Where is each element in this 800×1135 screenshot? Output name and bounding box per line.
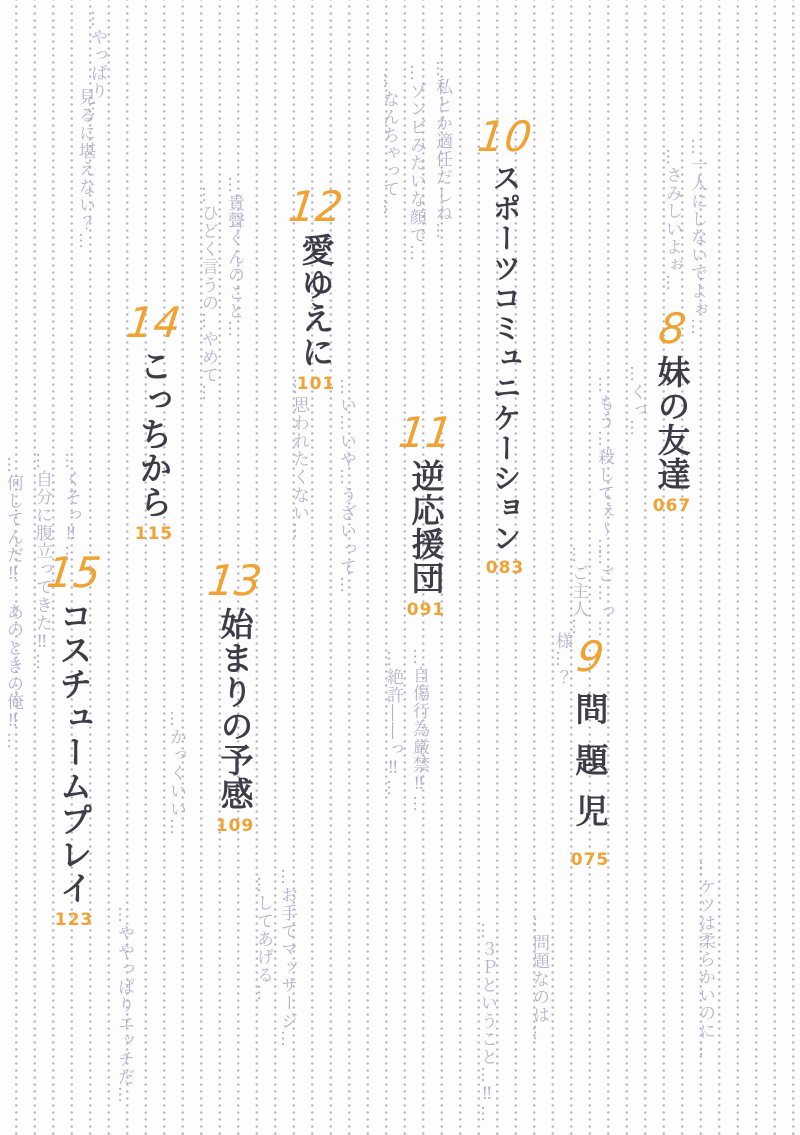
dialogue-text: …ややっぱりエッチだ… [114,906,134,1104]
dialogue-text: …自分に腹立ってきた‼… [32,452,52,671]
dialogue-text: …お手てマッサージ… [277,868,297,1048]
dialogue-text: …貴聲くんのこと… [224,176,244,338]
chapter-entry [124,298,184,544]
dialogue-text: …ゾンビみたいな顔で… [406,64,426,262]
chapter-title: こっちから [134,349,174,519]
chapter-page-number: 075 [570,850,610,870]
dialogue-text: …さみしいよぉ… [662,148,682,292]
dialogue-text: …絶許――っ‼… [383,650,403,797]
dialogue-text: 様…？ [552,632,572,686]
chapter-number: 15 [44,548,104,597]
dialogue-text: …３Ｐということ…‼… [477,922,497,1123]
chapter-page-number: 091 [406,600,446,620]
chapter-page-number: 109 [215,816,255,836]
dialogue-text: …もう…殺してぇ～… [594,376,614,556]
dialogue-text: …かっくいい… [166,710,186,836]
chapter-page-number: 115 [134,524,174,544]
dialogue-text: …問題なのは… [529,916,549,1042]
dialogue-text: …思われたくない… [289,378,309,540]
chapter-title: コスチュームプレイ [54,599,94,905]
chapter-title: 問題児 [570,692,610,845]
chapter-number: 11 [396,408,456,457]
chapter-number: 13 [205,556,265,605]
chapter-page-number: 083 [485,558,525,578]
dialogue-text: …してあげる… [253,876,273,1002]
chapter-entry [44,548,104,930]
chapter-number: 12 [286,182,346,231]
chapter-title: 始まりの予感 [215,607,255,811]
chapter-page-number: 123 [54,910,94,930]
dialogue-text: …一人にしないでよぉ… [687,138,707,336]
dialogue-text: …くっ… [626,365,646,437]
chapter-page-number: 067 [652,496,692,516]
chapter-entry [286,182,346,394]
chapter-number: 9 [573,632,607,681]
chapter-number: 8 [655,304,689,353]
dialogue-text: …私とか適任だしね… [432,60,452,240]
dialogue-text: …なんちゃって… [379,72,399,216]
dialogue-text: …ご主人… [568,546,588,636]
dialogue-text: …くそっ‼… [61,452,81,563]
dialogue-text: …い…いや…うざいって… [336,378,356,594]
chapter-entry [644,304,700,516]
chapter-number: 10 [475,112,535,161]
dialogue-text: …ケツは柔らかいのに… [695,860,715,1058]
dialogue-text: …ご…っ… [594,548,614,638]
chapter-entry [475,112,535,578]
chapter-title: 妹の友達 [652,355,692,491]
chapter-entry [396,408,456,620]
chapter-page-number: 101 [296,374,336,394]
dialogue-text: …自傷行為厳禁‼… [409,648,429,813]
dialogue-text: …やっぱり… [87,10,107,118]
chapter-entry [205,556,265,836]
chapter-number: 14 [124,298,184,347]
dialogue-text: …ひどく言うの…やめて… [198,186,218,402]
chapter-title: 逆応援団 [406,459,446,595]
chapter-title: 愛ゆえに [296,233,336,369]
dialogue-text: 見るに堪えない？… [75,88,95,250]
dialogue-text: …何してんだ‼ あのときの俺‼… [3,456,23,750]
chapter-title: スポーツコミュニケーション [488,163,523,553]
